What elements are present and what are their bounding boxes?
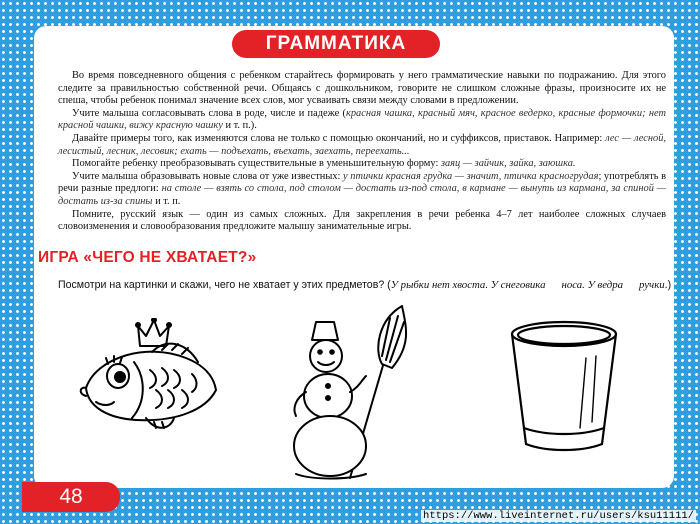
paragraph-5: Учите малыша образовывать новые слова от уже известных: у птички красная грудка — значит, птичка красногрудая; употреблять в речи разные предлоги: на столе — взять со стола, под столом — достать из-под стола, в кармане — вынуть из кармана, за спиной — достать из-за спины и т. п. <box>58 170 666 207</box>
fish-picture <box>66 318 236 438</box>
bucket-picture <box>506 318 622 456</box>
paragraph-2: Учите малыша согласовывать слова в роде, числе и падеже (красная чашка, красный мяч, красное ведерко, красные формочки; нет красной чашки, вижу красную чашку и т. п.). <box>58 107 666 132</box>
game-title: ИГРА «ЧЕГО НЕ ХВАТАЕТ?» <box>38 249 257 266</box>
game-instruction: Посмотри на картинки и скажи, чего не хватает у этих предметов? (У рыбки нет хвоста. У снеговика носа. У ведра ручки.) <box>58 279 672 291</box>
watermark-url: https://www.liveinternet.ru/users/ksu11111/ <box>423 510 694 522</box>
body-text <box>58 70 666 234</box>
paragraph-3: Давайте примеры того, как изменяются слова не только с помощью окончаний, но и суффиксов, приставок. Например: лес — лесной, лесистый, лесник, лесовик; ехать — подъехать, въехать, заехать, переехать... <box>58 132 666 157</box>
paragraph-6: Помните, русский язык — один из самых сложных. Для закрепления в речи ребенка 4–7 лет наиболее сложных случаев словоизменения и словообразования предложите малышу занимательные игры. <box>58 208 666 233</box>
paragraph-1: Во время повседневного общения с ребенком старайтесь формировать у него грамматические навыки по подражанию. Для этого следите за правильностью собственной речи. Общаясь с дошкольником, говорите не слишком сложные фразы, произносите их не спеша, чтобы ребенок понимал значение всех слов, мог усваивать связи между словами в предложении. <box>58 70 666 107</box>
paragraph-4: Помогайте ребенку преобразовывать существительные в уменьшительную форму: заяц — зайчик, зайка, заюшка. <box>72 158 576 170</box>
snowman-picture <box>282 300 422 484</box>
page-title: ГРАММАТИКА <box>232 30 440 58</box>
page-number: 48 <box>22 482 120 512</box>
